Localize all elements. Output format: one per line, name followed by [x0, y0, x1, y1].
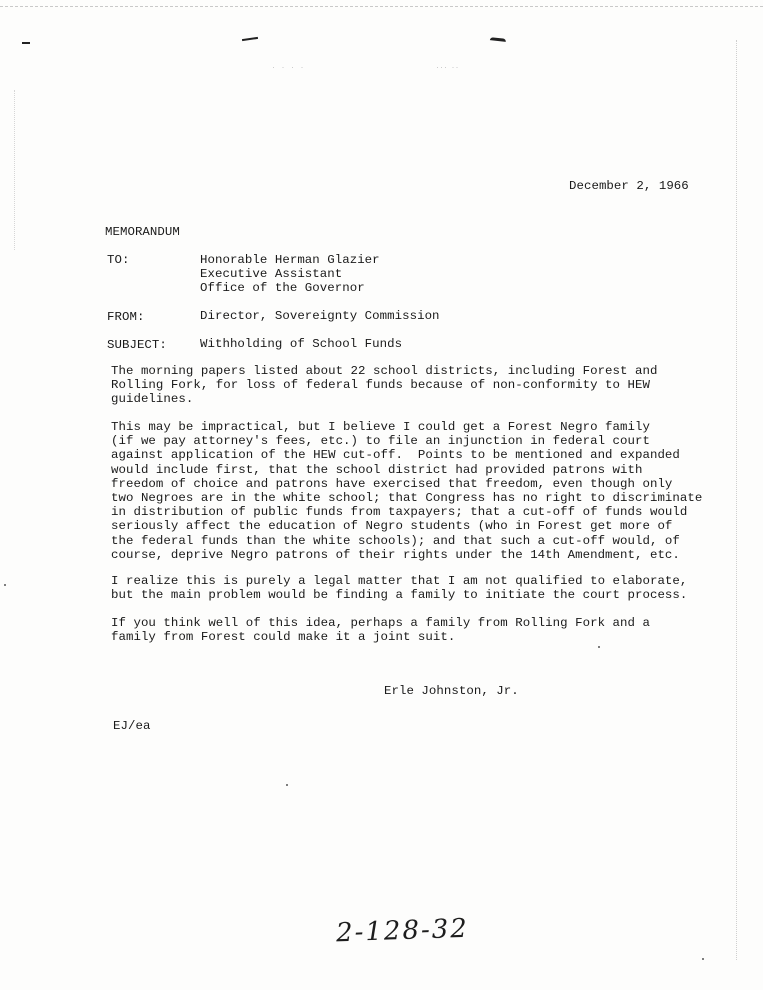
speck	[286, 784, 288, 786]
paragraph-line: Rolling Fork, for loss of federal funds because of non-conformity to HEW	[111, 378, 650, 393]
memo-date: December 2, 1966	[569, 179, 689, 193]
paragraph-line: course, deprive Negro patrons of their rights under the 14th Amendment, etc.	[111, 547, 680, 562]
paragraph-line: The morning papers listed about 22 school districts, including Forest and	[111, 364, 658, 378]
paragraph-line: family from Forest could make it a joint suit.	[111, 630, 456, 645]
paragraph-line: in distribution of public funds from taxpayers; that a cut-off of funds would	[111, 505, 688, 520]
faded-stamp: · · · ·	[272, 62, 306, 72]
paragraph-line: freedom of choice and patrons have exercised that freedom, even though only	[111, 476, 673, 491]
to-label: TO:	[107, 253, 130, 267]
paragraph-line: would include first, that the school district had provided patrons with	[111, 462, 643, 477]
speck	[4, 584, 6, 586]
paragraph-3	[111, 574, 687, 602]
handwritten-file-number: 2-128-32	[335, 913, 470, 949]
from-label: FROM:	[107, 310, 145, 324]
signature-name: Erle Johnston, Jr.	[384, 684, 519, 698]
scan-edge-right	[736, 40, 737, 960]
scan-mark	[22, 42, 30, 44]
scan-edge-left	[14, 90, 15, 250]
paragraph-line: guidelines.	[111, 392, 194, 407]
typist-initials: EJ/ea	[113, 719, 151, 733]
paragraph-line: the federal funds than the white schools); and that such a cut-off would, of	[111, 533, 680, 548]
paragraph-line: I realize this is purely a legal matter that I am not qualified to elaborate,	[111, 574, 688, 588]
staple-mark	[490, 37, 506, 42]
paragraph-2	[111, 420, 702, 562]
paragraph-1	[111, 364, 657, 407]
paragraph-line: (if we pay attorney's fees, etc.) to file an injunction in federal court	[111, 434, 650, 449]
recipient-title: Executive Assistant	[200, 267, 343, 282]
paragraph-line: seriously affect the education of Negro students (who in Forest get more of	[111, 519, 673, 534]
paragraph-line: but the main problem would be finding a family to initiate the court process.	[111, 588, 688, 603]
recipient-office: Office of the Governor	[200, 281, 365, 296]
memo-heading: MEMORANDUM	[105, 225, 180, 239]
paragraph-line: two Negroes are in the white school; that Congress has no right to discriminate	[111, 491, 703, 506]
paragraph-line: This may be impractical, but I believe I could get a Forest Negro family	[111, 420, 650, 434]
speck	[702, 958, 704, 960]
paragraph-4	[111, 616, 650, 644]
scan-edge-top	[0, 6, 763, 7]
staple-mark	[242, 37, 258, 41]
paragraph-line: If you think well of this idea, perhaps a family from Rolling Fork and a	[111, 616, 650, 630]
paragraph-line: against application of the HEW cut-off. Points to be mentioned and expanded	[111, 448, 680, 463]
from-sender: Director, Sovereignty Commission	[200, 309, 440, 323]
speck	[598, 646, 600, 648]
recipient-name: Honorable Herman Glazier	[200, 253, 380, 267]
to-recipient	[200, 253, 380, 296]
subject-value: Withholding of School Funds	[200, 337, 403, 351]
faded-stamp: ··· ··	[436, 62, 460, 72]
subject-label: SUBJECT:	[107, 338, 167, 352]
